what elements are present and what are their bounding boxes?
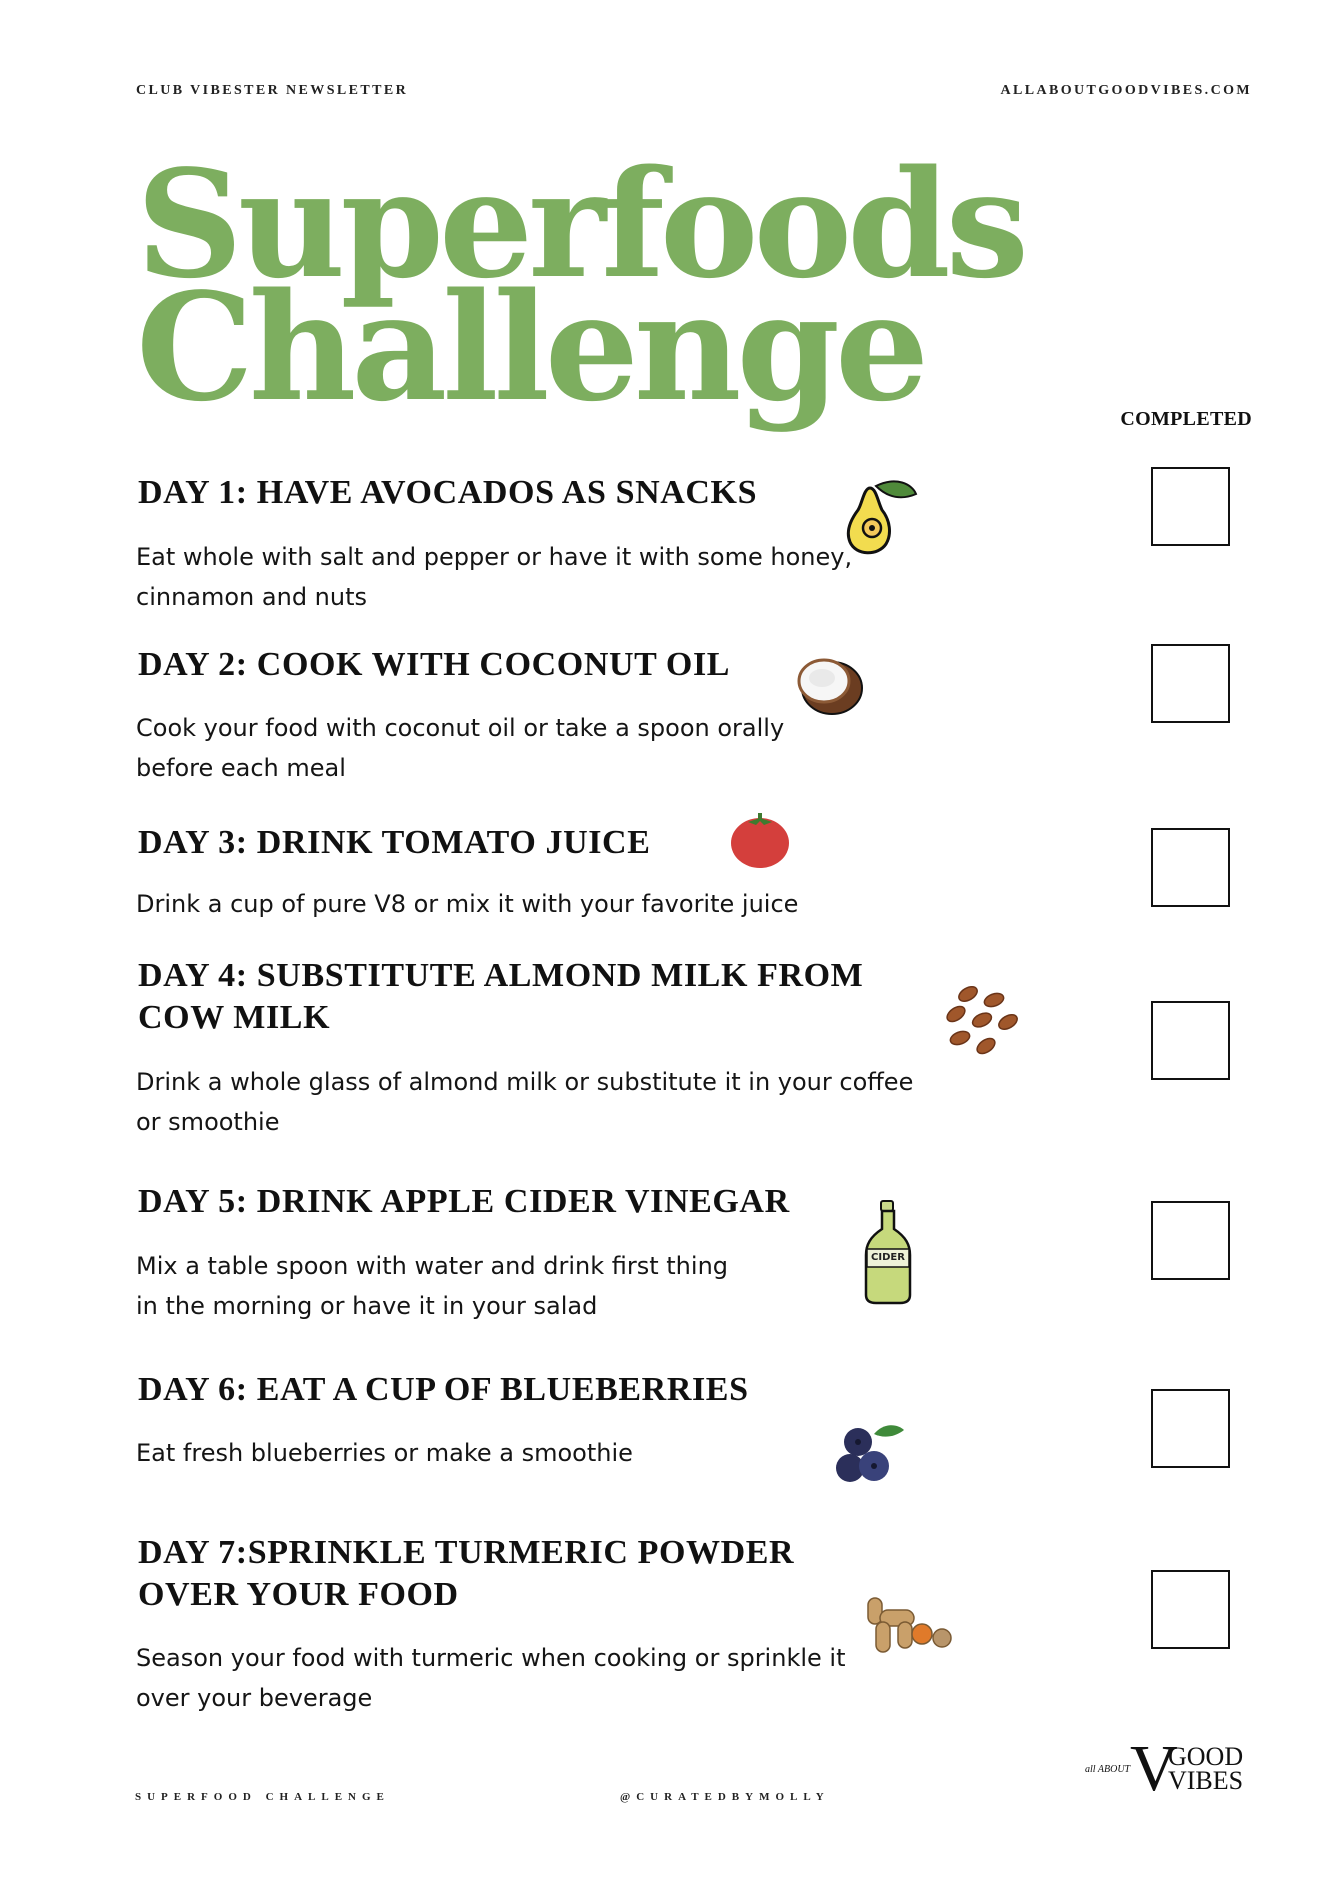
day-6-title: DAY 6: EAT A CUP OF BLUEBERRIES — [138, 1371, 749, 1408]
footer-challenge-label: SUPERFOOD CHALLENGE — [135, 1791, 390, 1803]
day-7-title-line-2: OVER YOUR FOOD — [138, 1576, 459, 1613]
day-3-description — [136, 884, 798, 924]
day-5-checkbox[interactable] — [1151, 1201, 1230, 1280]
day-1-title: DAY 1: HAVE AVOCADOS AS SNACKS — [138, 474, 758, 511]
page-title-line-1: Superfoods — [136, 137, 1025, 311]
day-4-checkbox[interactable] — [1151, 1001, 1230, 1080]
day-4-title — [138, 955, 863, 1039]
good-vibes-logo — [1085, 1732, 1244, 1805]
day-7-desc-line-2: over your beverage — [136, 1684, 373, 1712]
day-4-description — [136, 1062, 913, 1142]
day-5-description — [136, 1246, 728, 1326]
day-6-description — [136, 1433, 633, 1473]
day-4-desc-line-1: Drink a whole glass of almond milk or substitute it in your coffee — [136, 1068, 914, 1096]
avocado-icon — [846, 476, 918, 558]
day-2-desc-line-1: Cook your food with coconut oil or take a spoon orally — [136, 714, 785, 742]
day-1-desc-line-1: Eat whole with salt and pepper or have it with some honey, — [136, 543, 853, 571]
day-6-checkbox[interactable] — [1151, 1389, 1230, 1468]
day-4-title-line-1: DAY 4: SUBSTITUTE ALMOND MILK FROM — [138, 957, 864, 994]
footer-handle[interactable]: @CURATEDBYMOLLY — [620, 1791, 830, 1803]
day-2-desc-line-2: before each meal — [136, 754, 346, 782]
day-7-title — [138, 1532, 794, 1616]
coconut-icon — [794, 654, 864, 716]
blueberries-icon — [834, 1420, 908, 1488]
day-3-title: DAY 3: DRINK TOMATO JUICE — [138, 824, 651, 861]
day-3-checkbox[interactable] — [1151, 828, 1230, 907]
day-5-desc-line-2: in the morning or have it in your salad — [136, 1292, 598, 1320]
day-1-desc-line-2: cinnamon and nuts — [136, 583, 368, 611]
cider-label: CIDER — [871, 1252, 905, 1263]
day-6-desc-line-1: Eat fresh blueberries or make a smoothie — [136, 1439, 633, 1467]
cider-bottle-icon — [862, 1199, 914, 1305]
logo-vibes-text: VIBES — [1168, 1766, 1244, 1795]
logo-small-text: all ABOUT — [1085, 1764, 1131, 1775]
logo-v-letter: V — [1130, 1732, 1178, 1805]
website-link[interactable]: ALLABOUTGOODVIBES.COM — [1000, 83, 1252, 98]
newsletter-label: CLUB VIBESTER NEWSLETTER — [136, 83, 409, 98]
day-4-desc-line-2: or smoothie — [136, 1108, 280, 1136]
day-7-checkbox[interactable] — [1151, 1570, 1230, 1649]
logo-good-text: GOOD — [1168, 1742, 1244, 1771]
day-4-title-line-2: COW MILK — [138, 999, 331, 1036]
day-7-title-line-1: DAY 7:SPRINKLE TURMERIC POWDER — [138, 1534, 795, 1571]
day-2-checkbox[interactable] — [1151, 644, 1230, 723]
almonds-icon — [944, 982, 1024, 1060]
day-5-title: DAY 5: DRINK APPLE CIDER VINEGAR — [138, 1183, 790, 1220]
turmeric-icon — [862, 1592, 954, 1658]
tomato-icon — [728, 808, 792, 870]
day-1-description — [136, 537, 852, 617]
day-2-description — [136, 708, 784, 788]
completed-column-header: COMPLETED — [1120, 408, 1252, 430]
day-5-desc-line-1: Mix a table spoon with water and drink first thing — [136, 1252, 729, 1280]
day-3-desc-line-1: Drink a cup of pure V8 or mix it with your favorite juice — [136, 890, 799, 918]
page-title-line-2: Challenge — [136, 260, 925, 434]
day-1-checkbox[interactable] — [1151, 467, 1230, 546]
day-2-title: DAY 2: COOK WITH COCONUT OIL — [138, 646, 731, 683]
day-7-desc-line-1: Season your food with turmeric when cooking or sprinkle it — [136, 1644, 846, 1672]
day-7-description — [136, 1638, 845, 1718]
